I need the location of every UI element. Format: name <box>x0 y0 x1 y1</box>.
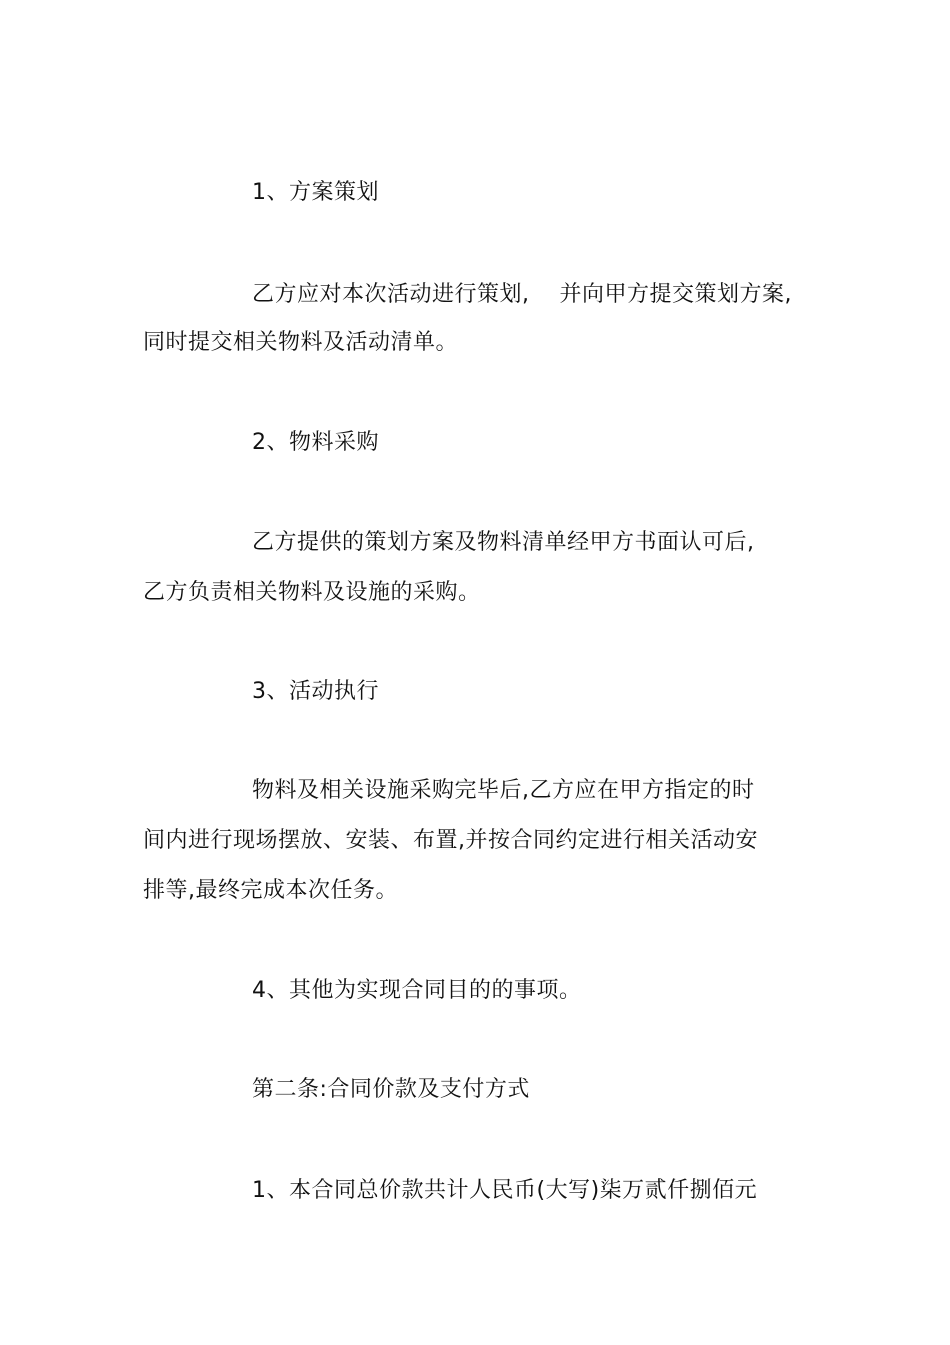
section-1-paragraph-part-a: 乙方应对本次活动进行策划, <box>252 282 530 307</box>
section-3-paragraph-line-1: 物料及相关设施采购完毕后,乙方应在甲方指定的时 <box>252 778 755 803</box>
section-3-paragraph-line-3: 排等,最终完成本次任务。 <box>143 878 398 903</box>
section-2-paragraph-line-2: 乙方负责相关物料及设施的采购。 <box>143 580 481 605</box>
section-2-heading: 2、物料采购 <box>252 430 379 455</box>
section-1-heading: 1、方案策划 <box>252 180 379 205</box>
section-1-paragraph-part-b: 并向甲方提交策划方案, <box>559 282 792 307</box>
article-2-paragraph-line-1: 1、本合同总价款共计人民币(大写)柒万贰仟捌佰元 <box>252 1178 758 1203</box>
section-3-paragraph-line-2: 间内进行现场摆放、安装、布置,并按合同约定进行相关活动安 <box>143 828 758 853</box>
article-2-heading: 第二条:合同价款及支付方式 <box>252 1077 530 1102</box>
section-1-paragraph-line-2: 同时提交相关物料及活动清单。 <box>143 330 459 355</box>
section-4-heading: 4、其他为实现合同目的的事项。 <box>252 978 582 1003</box>
section-2-paragraph-line-1: 乙方提供的策划方案及物料清单经甲方书面认可后, <box>252 530 755 555</box>
section-3-heading: 3、活动执行 <box>252 679 379 704</box>
section-1-paragraph-line-1 <box>252 280 792 310</box>
